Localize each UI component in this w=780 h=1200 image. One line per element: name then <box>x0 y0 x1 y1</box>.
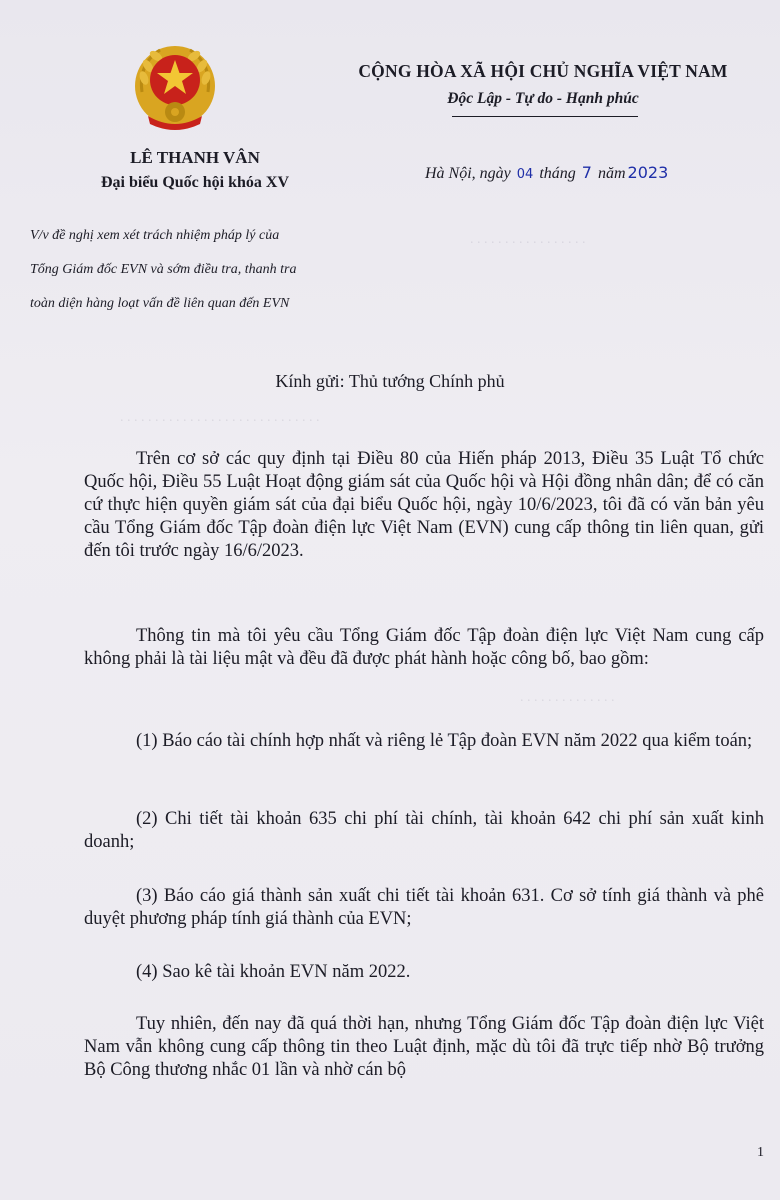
national-emblem-icon <box>130 40 220 132</box>
subject-line: Tổng Giám đốc EVN và sớm điều tra, thanh tra <box>30 262 297 277</box>
salutation: Kính gửi: Thủ tướng Chính phủ <box>275 371 505 391</box>
date-year: 2023 <box>627 163 669 182</box>
subject-line: V/v đề nghị xem xét trách nhiệm pháp lý của <box>30 228 280 243</box>
author-name: LÊ THANH VÂN <box>130 148 260 167</box>
author-role: Đại biểu Quốc hội khóa XV <box>100 174 290 191</box>
list-item: (3) Báo cáo giá thành sản xuất chi tiết tài khoản 631. Cơ sở tính giá thành và phê duyệt phương pháp tính giá thành của EVN; <box>84 886 764 929</box>
bleed-through-text: . . . . . . . . . . . . . . . . . <box>470 232 586 247</box>
national-motto: Độc Lập - Tự do - Hạnh phúc <box>447 90 639 107</box>
bleed-through-text: . . . . . . . . . . . . . . <box>520 690 615 705</box>
body-paragraph: Trên cơ sở các quy định tại Điều 80 của Hiến pháp 2013, Điều 35 Luật Tổ chức Quốc hội, Điều 55 Luật Hoạt động giám sát của Quốc hội và Hội đồng nhân dân; để có căn cứ thực hiện quyền giám sát của đại biểu Quốc hội, ngày 10/6/2023, tôi đã có văn bản yêu cầu Tổng Giám đốc Tập đoàn điện lực Việt Nam (EVN) cung cấp thông tin liên quan, gửi đến tôi trước ngày 16/6/2023. <box>84 449 764 561</box>
document-date <box>425 163 670 183</box>
body-paragraph: Thông tin mà tôi yêu cầu Tổng Giám đốc Tập đoàn điện lực Việt Nam cung cấp không phải là tài liệu mật và đều đã được phát hành hoặc công bố, bao gồm: <box>84 626 764 669</box>
date-year-label: năm <box>597 165 626 182</box>
date-month: 7 <box>581 163 592 182</box>
date-month-label: tháng <box>539 165 576 182</box>
bleed-through-text: . . . . . . . . . . . . . . . . . . . . . . . . . . . . . <box>120 410 320 425</box>
subject-line: toàn diện hàng loạt vấn đề liên quan đến EVN <box>30 296 290 311</box>
date-day: 04 <box>516 167 534 182</box>
list-item: (1) Báo cáo tài chính hợp nhất và riêng lẻ Tập đoàn EVN năm 2022 qua kiểm toán; <box>136 731 753 751</box>
list-item: (2) Chi tiết tài khoản 635 chi phí tài chính, tài khoản 642 chi phí sản xuất kinh doanh; <box>84 809 764 852</box>
motto-underline <box>452 116 638 117</box>
body-paragraph: Tuy nhiên, đến nay đã quá thời hạn, nhưng Tổng Giám đốc Tập đoàn điện lực Việt Nam vẫn không cung cấp thông tin theo Luật định, mặc dù tôi đã trực tiếp nhờ Bộ trưởng Bộ Công thương nhắc 01 lần và nhờ cán bộ <box>84 1014 764 1080</box>
page-number: 1 <box>757 1145 764 1160</box>
national-title: CỘNG HÒA XÃ HỘI CHỦ NGHĨA VIỆT NAM <box>358 61 728 81</box>
list-item: (4) Sao kê tài khoản EVN năm 2022. <box>136 962 411 982</box>
date-prefix: Hà Nội, ngày <box>425 165 511 182</box>
